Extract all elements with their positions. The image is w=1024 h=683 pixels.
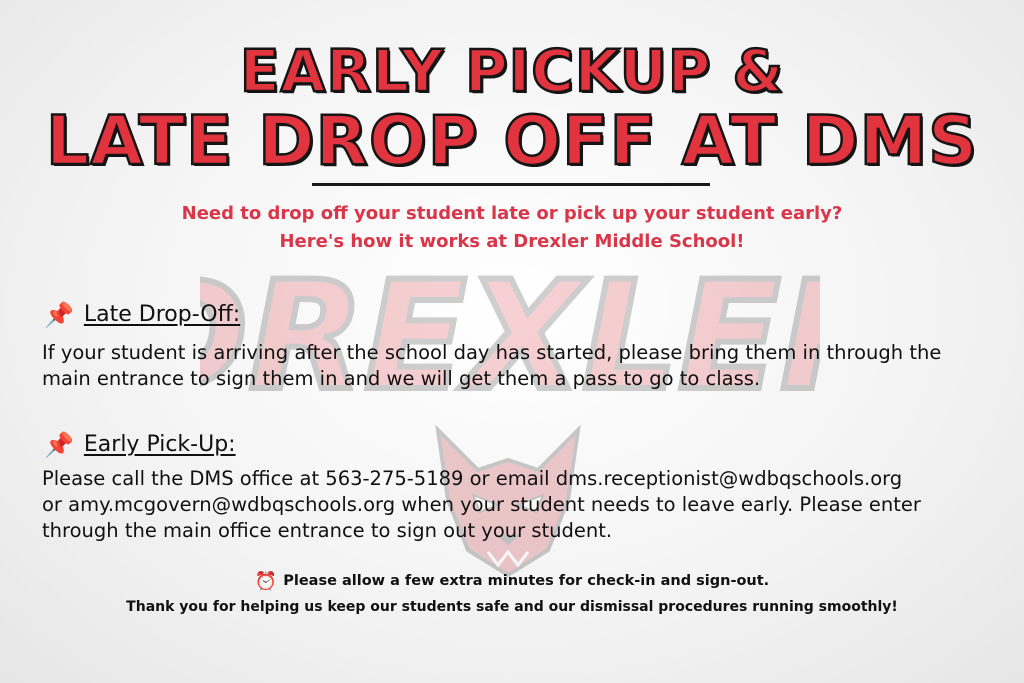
late-drop-off-heading <box>44 302 240 327</box>
pushpin-icon: 📌 <box>44 300 74 329</box>
pushpin-icon: 📌 <box>44 430 74 459</box>
subtitle-line-1: Need to drop off your student late or pick up your student early? <box>181 203 843 224</box>
late-drop-off-line-1: If your student is arriving after the school day has started, please bring them in through the <box>42 341 942 364</box>
early-pick-up-text <box>42 466 992 544</box>
subtitle-line-2: Here's how it works at Drexler Middle School! <box>279 231 745 252</box>
late-drop-off-line-2: main entrance to sign them in and we will get them a pass to go to class. <box>42 367 761 390</box>
title-divider <box>312 183 710 186</box>
footer-reminder <box>0 571 1024 592</box>
early-pick-up-line-2: or amy.mcgovern@wdbqschools.org when your student needs to leave early. Please enter <box>42 493 921 516</box>
title-line-1: EARLY PICKUP & <box>239 37 785 105</box>
late-drop-off-label: Late Drop-Off: <box>83 302 241 327</box>
early-pick-up-heading <box>44 432 236 457</box>
early-pick-up-label: Early Pick-Up: <box>83 432 236 457</box>
watermark-text: REXLE <box>248 258 781 408</box>
early-pick-up-line-3: through the main office entrance to sign out your student. <box>42 519 613 542</box>
title-line-2: LATE DROP OFF AT DMS <box>45 102 979 181</box>
alarm-clock-icon: ⏰ <box>254 571 278 592</box>
footer-thanks: Thank you for helping us keep our students safe and our dismissal procedures running smoothly! <box>126 599 898 615</box>
footer-reminder-text: Please allow a few extra minutes for check-in and sign-out. <box>283 573 770 589</box>
late-drop-off-text <box>42 340 992 392</box>
early-pick-up-line-1: Please call the DMS office at 563-275-5189 or email dms.receptionist@wdbqschools.org <box>42 467 903 490</box>
